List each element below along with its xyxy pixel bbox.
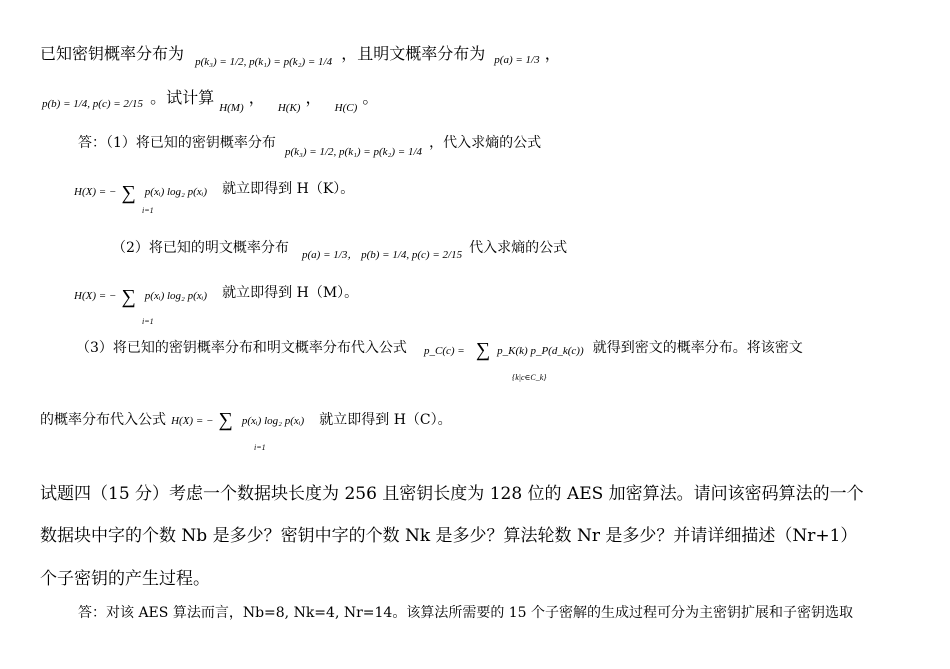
answer3-part2-plaintext-distribution: p(a) = 1/3， p(b) = 1/4, p(c) = 2/15 <box>302 249 463 261</box>
problem4-line3: 个子密钥的产生过程。 <box>40 569 210 589</box>
formula-hk: H(K) <box>277 102 301 114</box>
entropy-formula-sigma: ∑ <box>121 182 136 204</box>
answer3-part1-key-distribution: p(k₃) = 1/2, p(k₁) = p(k₂) = 1/4 <box>285 146 422 158</box>
answer3-part3-line2 <box>40 410 452 430</box>
problem3-line2-text3: ， <box>305 88 322 107</box>
problem3-line1-text2: ，且明文概率分布为 <box>341 44 486 63</box>
entropy-formula-body: p(xᵢ) log₂ p(xᵢ) <box>144 290 208 302</box>
answer3-part3-result: 就立即得到 H（C）。 <box>319 412 452 428</box>
entropy-formula-subscript: i=1 <box>142 317 154 326</box>
entropy-formula-1 <box>74 182 354 203</box>
entropy-formula-body: p(xᵢ) log₂ p(xᵢ) <box>144 186 208 198</box>
problem3-key-distribution: p(k₃) = 1/2, p(k₁) = p(k₂) = 1/4 <box>195 56 333 68</box>
problem3-line2-text2: ， <box>248 88 265 107</box>
formula-hc: H(C) <box>334 102 358 114</box>
answer3-part3-line2-text: 的概率分布代入公式 <box>40 412 166 428</box>
problem4-line1: 试题四（15 分）考虑一个数据块长度为 256 且密钥长度为 128 位的 AES 加密算法。请问该密码算法的一个 <box>40 484 864 504</box>
problem3-line2-text1: 。试计算 <box>150 88 215 107</box>
answer3-part3-text2: 就得到密文的概率分布。将该密文 <box>592 340 803 356</box>
problem3-line1-comma: ， <box>544 44 561 63</box>
entropy-formula-lhs: H(X) = − <box>171 415 214 427</box>
entropy-formula-lhs: H(X) = − <box>74 186 117 198</box>
answer3-part2-text1: （2）将已知的明文概率分布 <box>112 240 289 256</box>
entropy-formula-2 <box>74 286 358 307</box>
problem3-plaintext-pb-pc: p(b) = 1/4, p(c) = 2/15 <box>42 98 143 110</box>
problem3-line2-text4: 。 <box>362 88 379 107</box>
entropy-formula-sigma: ∑ <box>218 409 233 431</box>
ciphertext-formula-subscript: {k|c∈C_k} <box>512 373 547 382</box>
problem3-line1 <box>40 46 561 68</box>
entropy-formula-body: p(xᵢ) log₂ p(xᵢ) <box>241 415 305 427</box>
answer3-part1-result: 就立即得到 H（K）。 <box>222 181 355 197</box>
problem4-line2: 数据块中字的个数 Nb 是多少？密钥中字的个数 Nk 是多少？算法轮数 Nr 是多少？并请详细描述（Nr+1） <box>40 526 858 546</box>
entropy-formula-subscript: i=1 <box>142 206 154 215</box>
entropy-formula-lhs: H(X) = − <box>74 290 117 302</box>
entropy-formula-subscript: i=1 <box>254 443 266 452</box>
ciphertext-formula-body: p_K(k) p_P(d_k(c)) <box>497 345 584 357</box>
formula-hm: H(M) <box>219 102 244 114</box>
answer3-part3-text1: （3）将已知的密钥概率分布和明文概率分布代入公式 <box>76 340 407 356</box>
answer3-part1 <box>78 134 541 158</box>
entropy-formula-sigma: ∑ <box>121 286 136 308</box>
ciphertext-formula-sigma: ∑ <box>475 339 491 361</box>
answer3-part3 <box>76 340 803 360</box>
problem3-line2 <box>42 90 378 114</box>
ciphertext-formula-lhs: p_C(c) = <box>424 345 465 357</box>
answer3-part2-text2: 代入求熵的公式 <box>469 240 568 256</box>
answer3-part2 <box>112 239 567 261</box>
problem4-answer: 答：对该 AES 算法而言，Nb=8, Nk=4, Nr=14。该算法所需要的 15 个子密解的生成过程可分为主密钥扩展和子密钥选取 <box>78 605 854 621</box>
answer3-part1-text2: ，代入求熵的公式 <box>429 135 542 151</box>
answer3-part2-result: 就立即得到 H（M）。 <box>222 285 359 301</box>
answer3-part1-text1: 答：（1）将已知的密钥概率分布 <box>78 135 276 151</box>
problem3-line1-text1: 已知密钥概率分布为 <box>40 44 185 63</box>
problem3-plaintext-pa: p(a) = 1/3 <box>494 54 540 66</box>
